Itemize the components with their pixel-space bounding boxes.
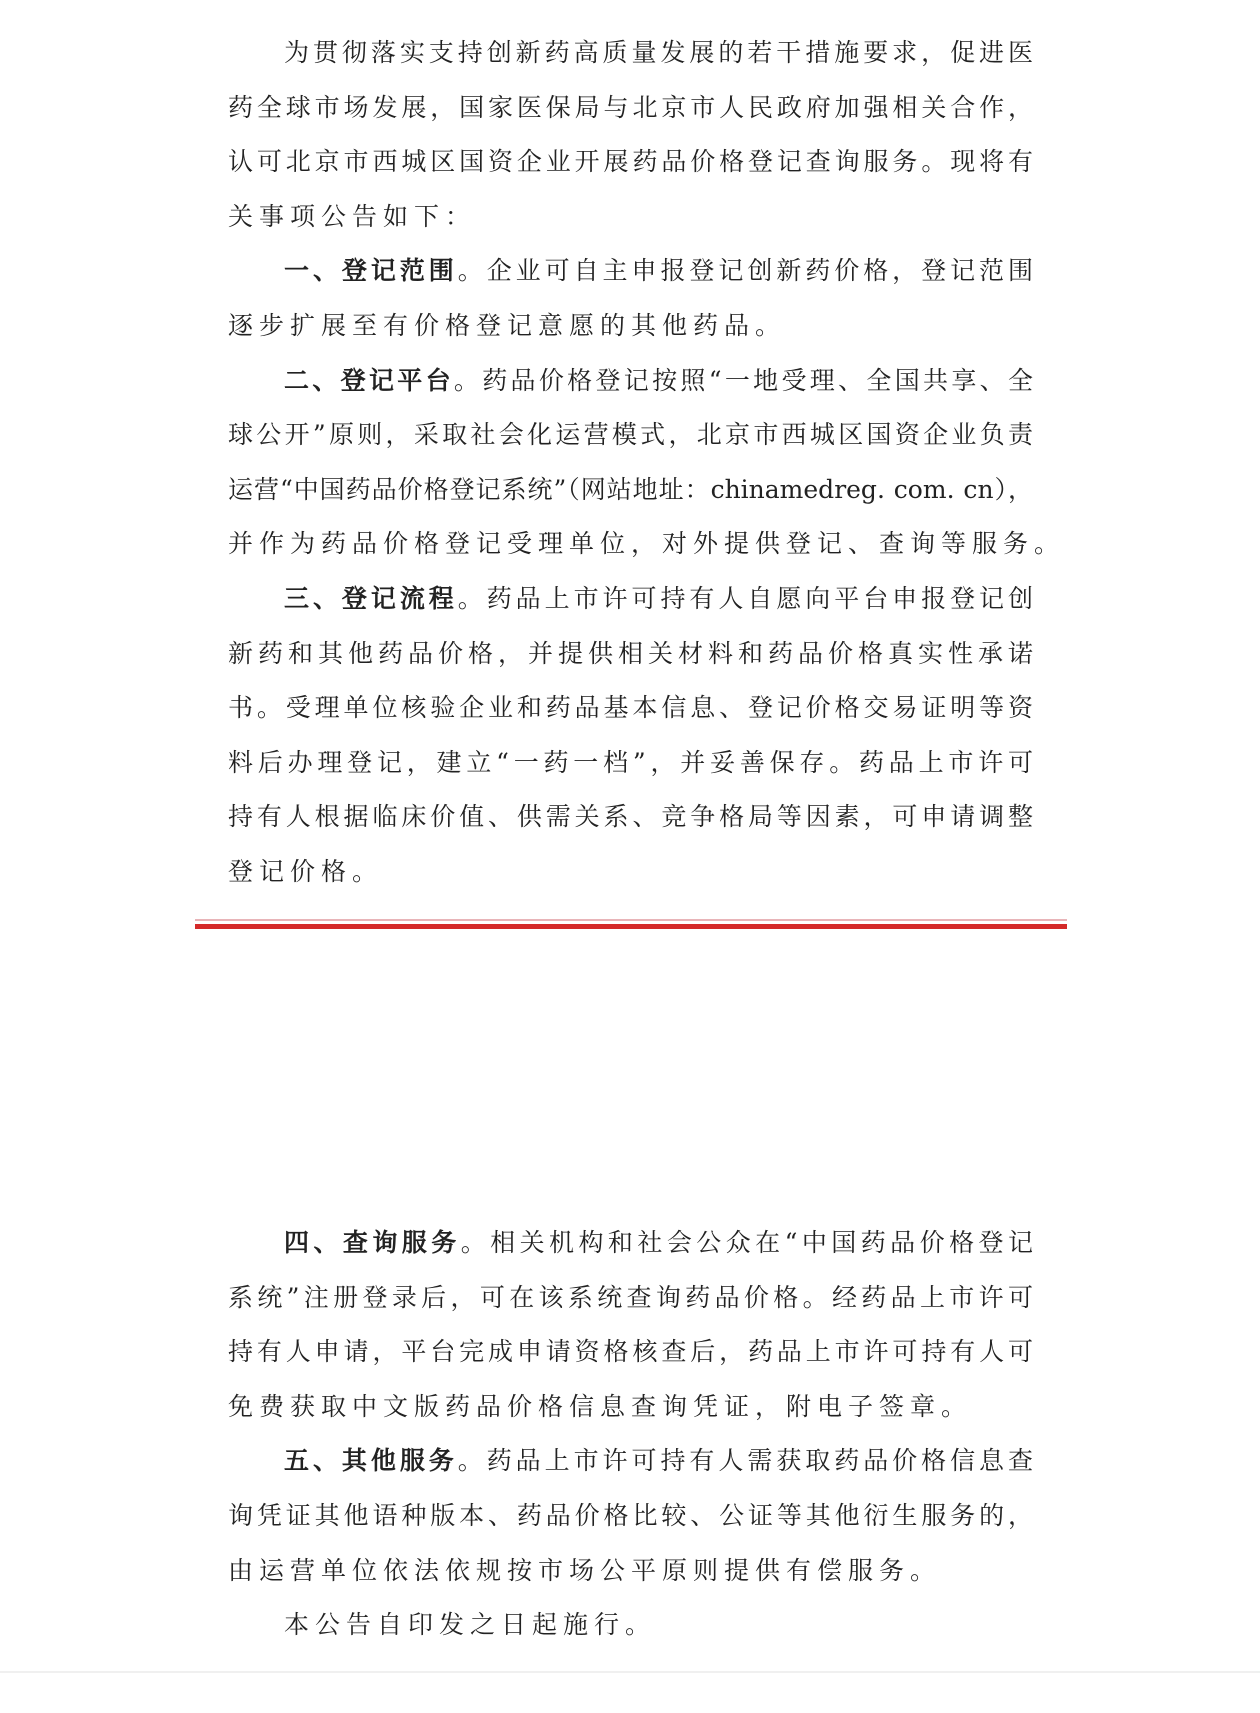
line-text: 由运营单位依法依规按市场公平原则提供有偿服务。 <box>228 1555 942 1585</box>
section-heading: 一、登记范围 <box>284 256 458 286</box>
line-text: 运营“中国药品价格登记系统”（网站地址：chinamedreg. com. cn）， <box>228 474 1033 504</box>
text-line <box>228 1334 1033 1370</box>
line-text: 持有人申请，平台完成申请资格核查后，药品上市许可持有人可 <box>228 1337 1033 1367</box>
text-line <box>284 35 1033 71</box>
text-line <box>228 1498 1033 1534</box>
text-line <box>228 636 1033 672</box>
text-line <box>228 1553 1033 1589</box>
text-line <box>228 1389 1033 1425</box>
text-line <box>228 526 1066 562</box>
line-text: 。药品上市许可持有人需获取药品价格信息查 <box>457 1446 1033 1476</box>
line-text: 新药和其他药品价格，并提供相关材料和药品价格真实性承诺 <box>228 638 1033 668</box>
red-divider-thin <box>195 919 1067 921</box>
text-line <box>228 799 1033 835</box>
line-text: 。药品上市许可持有人自愿向平台申报登记创 <box>457 584 1033 613</box>
text-line <box>284 581 1033 617</box>
text-line <box>228 472 1033 508</box>
text-line <box>284 253 1033 289</box>
line-text: 询凭证其他语种版本、药品价格比较、公证等其他衍生服务的， <box>228 1501 1033 1530</box>
text-line <box>228 854 1033 890</box>
text-line <box>284 1607 1033 1643</box>
line-text: 药全球市场发展，国家医保局与北京市人民政府加强相关合作， <box>228 92 1033 122</box>
line-text: 登记价格。 <box>228 857 384 886</box>
line-text: 关事项公告如下： <box>228 201 477 231</box>
line-text: 球公开”原则，采取社会化运营模式，北京市西城区国资企业负责 <box>228 420 1033 450</box>
section-heading: 三、登记流程 <box>284 584 458 613</box>
line-text: 料后办理登记，建立“一药一档”，并妥善保存。药品上市许可 <box>228 747 1033 777</box>
text-line <box>228 199 1033 235</box>
line-text: 系统”注册登录后，可在该系统查询药品价格。经药品上市许可 <box>228 1282 1033 1312</box>
text-line <box>228 308 1033 344</box>
text-line <box>228 690 1033 726</box>
line-text: 并作为药品价格登记受理单位，对外提供登记、查询等服务。 <box>228 529 1066 559</box>
section-heading: 五、其他服务 <box>284 1446 458 1476</box>
text-line <box>228 90 1033 126</box>
page-separator <box>0 1671 1260 1673</box>
text-line <box>228 417 1033 453</box>
text-line <box>284 363 1033 399</box>
line-text: 书。受理单位核验企业和药品基本信息、登记价格交易证明等资 <box>228 693 1033 723</box>
section-heading: 二、登记平台 <box>284 365 454 395</box>
text-line <box>228 745 1033 781</box>
text-line <box>228 1280 1033 1316</box>
section-heading: 四、查询服务 <box>284 1228 461 1257</box>
line-text: 逐步扩展至有价格登记意愿的其他药品。 <box>228 311 787 340</box>
red-divider <box>195 924 1067 929</box>
line-text: 。药品价格登记按照“一地受理、全国共享、全 <box>453 365 1033 395</box>
text-line <box>284 1225 1033 1261</box>
line-text: 认可北京市西城区国资企业开展药品价格登记查询服务。现将有 <box>228 147 1033 177</box>
line-text: 免费获取中文版药品价格信息查询凭证，附电子签章。 <box>228 1391 973 1421</box>
line-text: 。企业可自主申报登记创新药价格，登记范围 <box>457 256 1033 286</box>
text-line <box>284 1443 1033 1479</box>
line-text: 为贯彻落实支持创新药高质量发展的若干措施要求，促进医 <box>284 38 1033 67</box>
line-text: 持有人根据临床价值、供需关系、竞争格局等因素，可申请调整 <box>228 802 1033 832</box>
text-line <box>228 144 1033 180</box>
line-text: 。相关机构和社会公众在“中国药品价格登记 <box>460 1228 1033 1257</box>
line-text: 本公告自印发之日起施行。 <box>284 1610 657 1640</box>
